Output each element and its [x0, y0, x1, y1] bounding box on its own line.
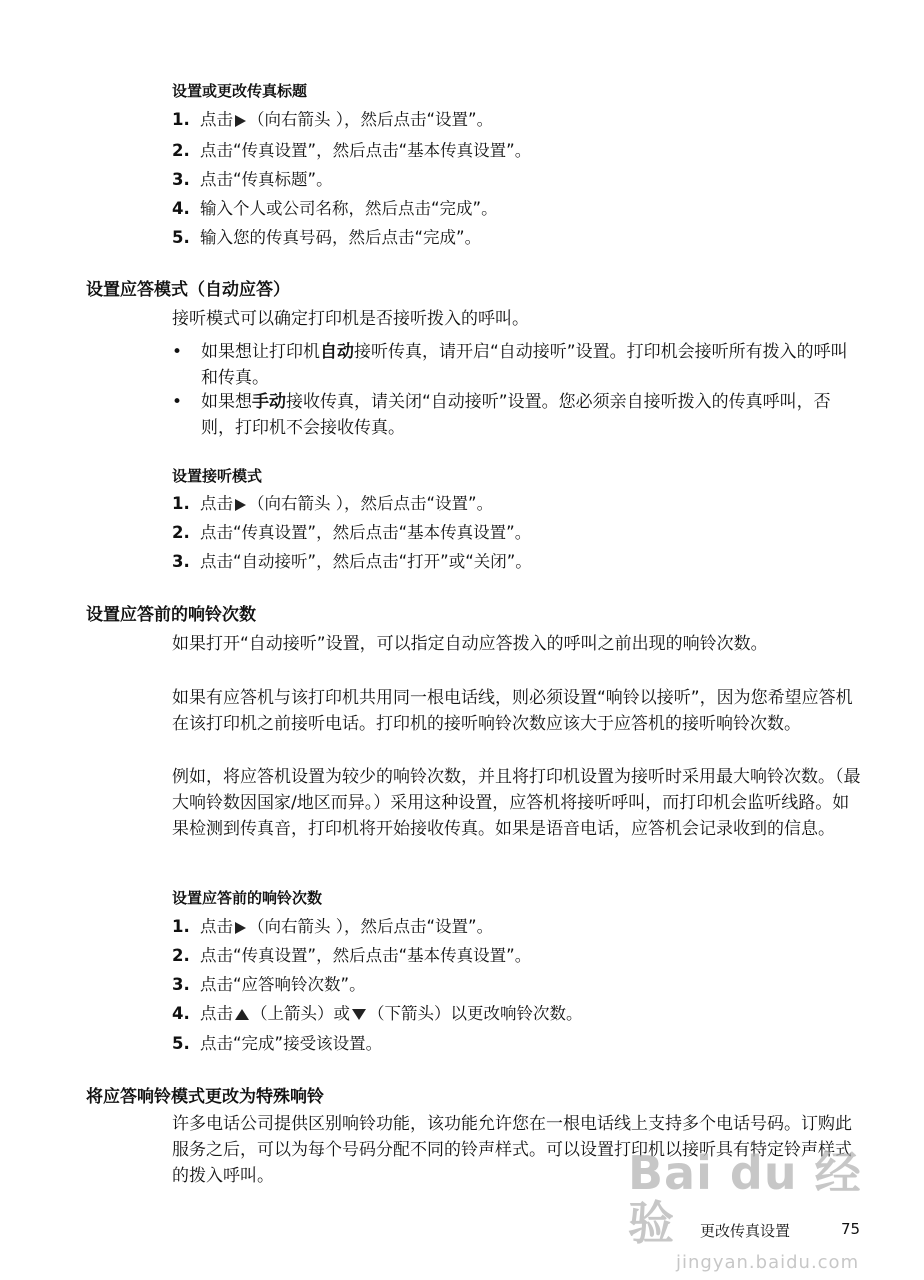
- step-text: （下箭头）以更改响铃次数。: [368, 1004, 583, 1023]
- step-number: 3.: [172, 170, 190, 189]
- step-number: 5.: [172, 1034, 190, 1053]
- step-text: （向右箭头 ），然后点击“设置”。: [248, 494, 494, 513]
- down-arrow-icon: [352, 1009, 366, 1020]
- bullet-text: 如果想让打印机: [201, 342, 320, 362]
- right-arrow-icon: [235, 115, 246, 127]
- right-arrow-icon: [235, 922, 246, 934]
- bullet-dot: •: [172, 342, 183, 362]
- bullet-item: [172, 339, 862, 391]
- step-number: 5.: [172, 228, 190, 247]
- step-4: [172, 195, 498, 219]
- step-text: 输入您的传真号码，然后点击“完成”。: [200, 228, 482, 247]
- step-number: 2.: [172, 523, 190, 542]
- step-3: [172, 971, 366, 995]
- step-text: 点击“自动接听”，然后点击“打开”或“关闭”。: [200, 552, 532, 571]
- bullet-bold-text: 自动: [320, 342, 354, 362]
- watermark-url: jingyan.baidu.com: [676, 1252, 860, 1273]
- step-text: 点击: [200, 917, 233, 936]
- step-number: 1.: [172, 110, 190, 129]
- step-2: [172, 137, 531, 161]
- subheading-fax-header: 设置或更改传真标题: [172, 82, 308, 100]
- step-3: [172, 548, 532, 572]
- bullet-text: 如果想: [201, 392, 252, 412]
- step-number: 4.: [172, 199, 190, 218]
- step-text: （向右箭头 ），然后点击“设置”。: [248, 917, 494, 936]
- subheading-answer-mode: 设置接听模式: [172, 467, 263, 485]
- step-number: 2.: [172, 946, 190, 965]
- step-text: 点击: [200, 110, 233, 129]
- step-text: 点击“传真设置”，然后点击“基本传真设置”。: [200, 946, 532, 965]
- step-number: 3.: [172, 552, 190, 571]
- paragraph: 如果有应答机与该打印机共用同一根电话线，则必须设置“响铃以接听”，因为您希望应答机在该打印机之前接听电话。打印机的接听响铃次数应该大于应答机的接听响铃次数。: [172, 688, 853, 734]
- step-text: 输入个人或公司名称，然后点击“完成”。: [200, 199, 498, 218]
- step-number: 2.: [172, 141, 190, 160]
- step-text: 点击“传真标题”。: [200, 170, 333, 189]
- bullet-item: [172, 389, 862, 441]
- step-3: [172, 166, 333, 190]
- step-text: 点击“传真设置”，然后点击“基本传真设置”。: [200, 141, 532, 160]
- step-number: 1.: [172, 494, 190, 513]
- step-2: [172, 942, 531, 966]
- heading-rings-to-answer: 设置应答前的响铃次数: [86, 605, 256, 625]
- subheading-rings-to-answer: 设置应答前的响铃次数: [172, 889, 323, 907]
- step-5: [172, 224, 481, 248]
- heading-distinctive-ring: 将应答响铃模式更改为特殊响铃: [86, 1087, 324, 1107]
- bullet-dot: •: [172, 392, 183, 412]
- step-1: [172, 913, 493, 937]
- heading-answer-mode: 设置应答模式（自动应答）: [86, 280, 290, 300]
- paragraph: 例如，将应答机设置为较少的响铃次数，并且将打印机设置为接听时采用最大响铃次数。（最大响铃数因国家/地区而异。）采用这种设置，应答机将接听呼叫，而打印机会监听线路。如果检测到传真音，打印机将开始接收传真。如果是语音电话，应答机会记录收到的信息。: [172, 767, 861, 839]
- step-text: 点击: [200, 494, 233, 513]
- bullet-text: 接听传真，请开启“自动接听”设置。打印机会接听所有拨入的呼叫和传真。: [201, 342, 848, 388]
- step-4: [172, 1000, 583, 1024]
- footer-section-title: 更改传真设置: [700, 1222, 791, 1240]
- step-5: [172, 1030, 382, 1054]
- step-number: 3.: [172, 975, 190, 994]
- step-number: 4.: [172, 1004, 190, 1023]
- right-arrow-icon: [235, 499, 246, 511]
- step-text: （上箭头）或: [251, 1004, 350, 1023]
- step-text: 点击“应答响铃次数”。: [200, 975, 366, 994]
- paragraph-intro: 接听模式可以确定打印机是否接听拨入的呼叫。: [172, 309, 529, 329]
- up-arrow-icon: [235, 1009, 249, 1020]
- bullet-bold-text: 手动: [252, 392, 286, 412]
- step-1: [172, 490, 493, 514]
- paragraph: 许多电话公司提供区别响铃功能，该功能允许您在一根电话线上支持多个电话号码。订购此服务之后，可以为每个号码分配不同的铃声样式。可以设置打印机以接听具有特定铃声样式的拨入呼叫。: [172, 1114, 852, 1186]
- step-2: [172, 519, 531, 543]
- step-1: [172, 106, 493, 130]
- step-text: 点击“完成”接受该设置。: [200, 1034, 383, 1053]
- step-text: 点击“传真设置”，然后点击“基本传真设置”。: [200, 523, 532, 542]
- step-text: （向右箭头 ），然后点击“设置”。: [248, 110, 494, 129]
- step-number: 1.: [172, 917, 190, 936]
- step-text: 点击: [200, 1004, 233, 1023]
- page-number: 75: [841, 1220, 861, 1238]
- bullet-text: 接收传真，请关闭“自动接听”设置。您必须亲自接听拨入的传真呼叫，否则，打印机不会接收传真。: [201, 392, 831, 438]
- watermark-logo: Bai du 经验: [628, 1146, 862, 1250]
- paragraph: 如果打开“自动接听”设置，可以指定自动应答拨入的呼叫之前出现的响铃次数。: [172, 634, 768, 654]
